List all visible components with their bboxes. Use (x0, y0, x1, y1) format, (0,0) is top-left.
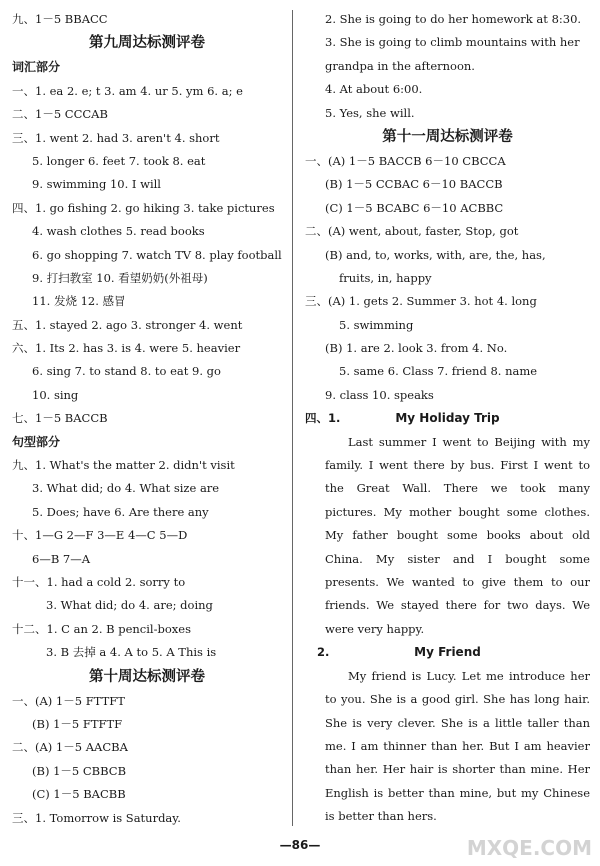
essay1-heading (305, 407, 590, 430)
part-heading: 词汇部分 (12, 60, 61, 75)
answer-line: 3. What did; do 4. What size are (32, 481, 220, 496)
answer-line: 一、1. ea 2. e; t 3. am 4. ur 5. ym 6. a; e (12, 83, 243, 98)
answer-line: (C) 1－5 BCABC 6－10 ACBBC (325, 200, 504, 215)
answer-line: 二、(A) 1－5 AACBA (12, 740, 128, 755)
answer-line: 4. wash clothes 5. read books (32, 224, 205, 239)
answer-line: 11. 发烧 12. 感冒 (32, 294, 126, 309)
left-column (12, 8, 282, 830)
essay2-heading (305, 641, 590, 664)
answer-line: 5. Yes, she will. (325, 105, 415, 120)
answer-line: 三、(A) 1. gets 2. Summer 3. hot 4. long (305, 294, 537, 309)
answer-line: 十一、1. had a cold 2. sorry to (12, 574, 186, 589)
answer-line: 6. go shopping 7. watch TV 8. play football (32, 247, 282, 262)
answer-line: 九、1－5 BBACC (12, 12, 108, 26)
answer-line: 十二、1. C an 2. B pencil-boxes (12, 621, 191, 636)
answer-line: 6. sing 7. to stand 8. to eat 9. go (32, 364, 221, 379)
answer-line: 6—B 7—A (32, 551, 91, 566)
answer-line: 5. longer 6. feet 7. took 8. eat (32, 153, 206, 168)
answer-line: 四、1. go fishing 2. go hiking 3. take pictures (12, 200, 275, 215)
answer-line: (B) 1－5 CBBCB (32, 763, 127, 778)
answer-line: 二、(A) went, about, faster, Stop, got (305, 224, 519, 239)
essay1-body: Last summer I went to Beijing with my family. I went there by bus. First I went to the Great Wall. There we took many pictures. My mother bought some clothes. My father bought some books about old China. My sister and I bought some presents. We wanted to give them to our friends. We stayed there for two days. We were very happy. (325, 434, 590, 636)
answer-line: 2. She is going to do her homework at 8:30. (325, 12, 582, 26)
essay2-number: 2. (317, 645, 330, 660)
answer-line: 9. 打扫教室 10. 看望奶奶(外祖母) (32, 270, 208, 285)
answer-line: 十、1—G 2—F 3—E 4—C 5—D (12, 528, 188, 543)
answer-line: fruits, in, happy (339, 270, 432, 285)
answer-line: 二、1－5 CCCAB (12, 107, 108, 122)
part-heading: 句型部分 (12, 434, 61, 449)
answer-line: (C) 1－5 BACBB (32, 787, 126, 802)
answer-line: 三、1. went 2. had 3. aren't 4. short (12, 130, 220, 145)
answer-line: 七、1－5 BACCB (12, 411, 108, 426)
answer-line: (B) 1. are 2. look 3. from 4. No. (325, 341, 508, 356)
answer-line: 4. At about 6:00. (325, 82, 423, 97)
watermark-logo: MXQE.COM (466, 836, 592, 860)
answer-line: 3. B 去掉 a 4. A to 5. A This is (46, 645, 217, 660)
section-title: 第十一周达标测评卷 (382, 128, 513, 145)
answer-line: (B) and, to, works, with, are, the, has, (325, 247, 546, 262)
answer-line: (B) 1－5 CCBAC 6－10 BACCB (325, 177, 503, 192)
answer-line: 3. She is going to climb mountains with her (325, 35, 580, 50)
answer-line: 六、1. Its 2. has 3. is 4. were 5. heavier (12, 341, 241, 356)
essay2-body: My friend is Lucy. Let me introduce her to you. She is a good girl. She has long hair. She is very clever. She is a little taller than me. I am thinner than her. But I am heavier than her. Her hair is shorter than mine. Her English is better than mine, but my Chinese is better than hers. (325, 668, 590, 824)
answer-line: 9. swimming 10. I will (32, 177, 161, 192)
answer-line: grandpa in the afternoon. (325, 58, 475, 73)
answer-line: 五、1. stayed 2. ago 3. stronger 4. went (12, 317, 243, 332)
answer-line: 5. swimming (339, 317, 414, 332)
column-divider (292, 10, 293, 826)
answer-line: 三、1. Tomorrow is Saturday. (12, 810, 181, 825)
essay1-title: My Holiday Trip (395, 411, 500, 426)
answer-line: 一、(A) 1－5 BACCB 6－10 CBCCA (305, 153, 506, 168)
answer-line: (B) 1－5 FTFTF (32, 716, 123, 731)
section-title: 第十周达标测评卷 (89, 668, 205, 685)
answer-line: 5. Does; have 6. Are there any (32, 504, 209, 519)
answer-line: 九、1. What's the matter 2. didn't visit (12, 458, 235, 473)
answer-line: 3. What did; do 4. are; doing (46, 598, 213, 613)
section-title: 第九周达标测评卷 (89, 35, 205, 52)
answer-line: 一、(A) 1－5 FTTFT (12, 693, 125, 708)
answer-line: 9. class 10. speaks (325, 387, 434, 402)
essay2-title: My Friend (414, 645, 481, 660)
answer-line: 5. same 6. Class 7. friend 8. name (339, 364, 538, 379)
right-column (305, 8, 590, 829)
page-number: —86— (279, 838, 321, 852)
right-answers (305, 8, 590, 407)
essay1-number: 四、1. (305, 411, 341, 426)
answer-line: 10. sing (32, 387, 79, 402)
